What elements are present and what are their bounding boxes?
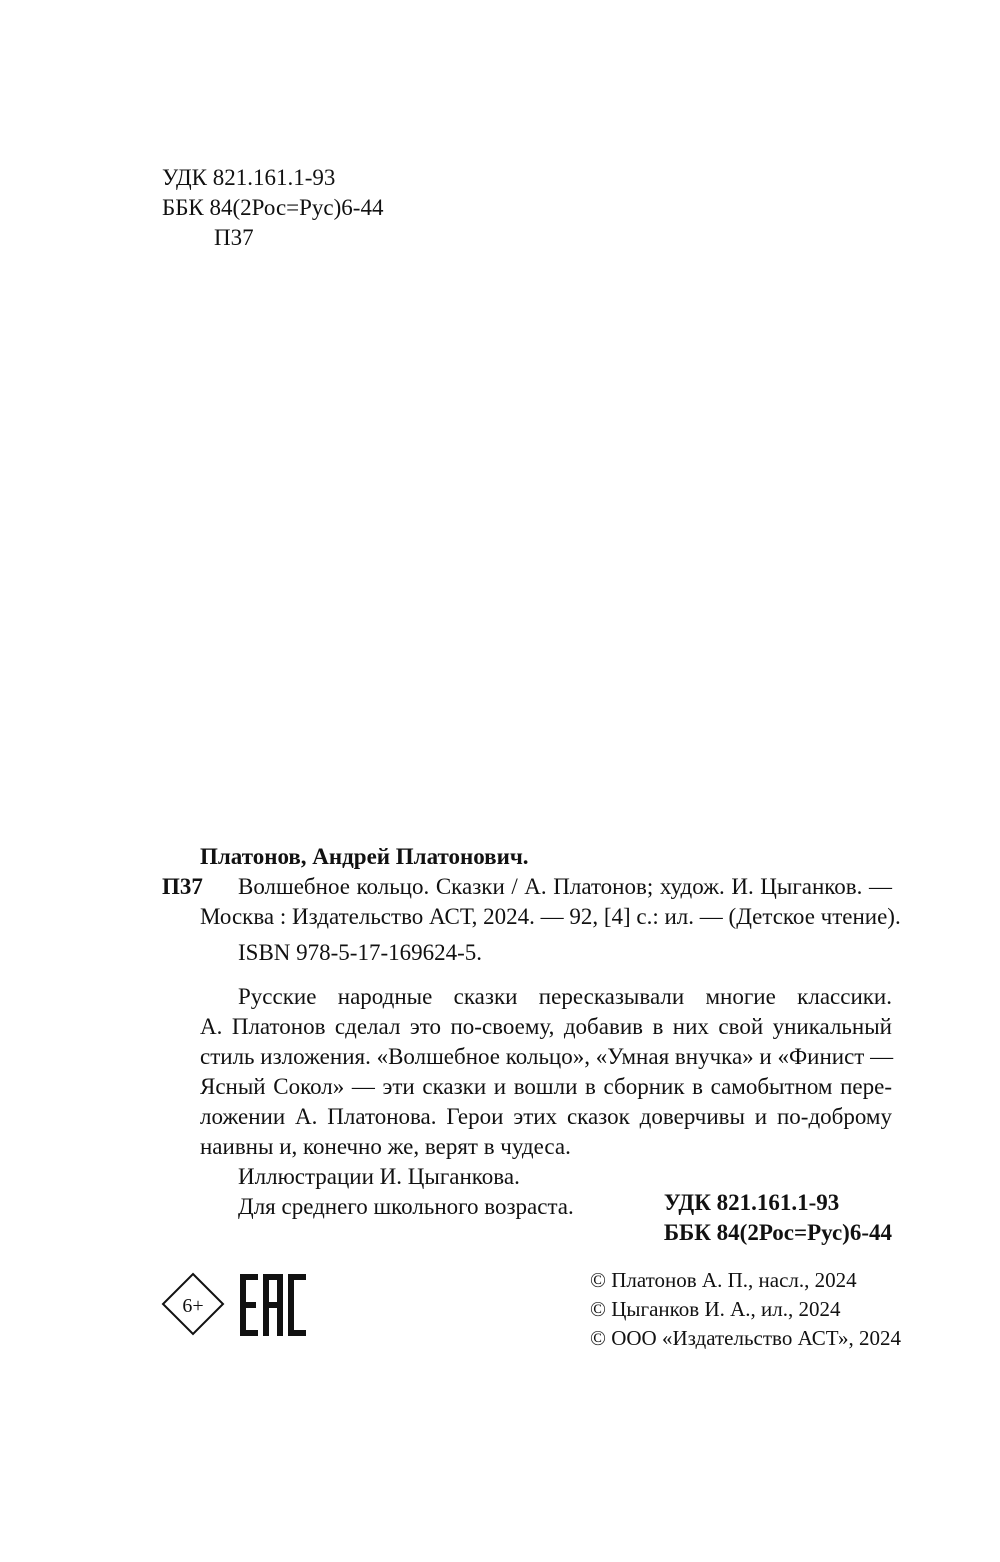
top-classification-codes (162, 163, 383, 253)
bottom-classification-codes (664, 1188, 892, 1248)
age-rating-icon (161, 1272, 225, 1336)
annotation-line: Русские народные сказки пересказывали многие классики. (238, 984, 892, 1009)
copyright-notices (590, 1266, 901, 1353)
annotation (162, 982, 892, 1162)
eac-conformity-icon (240, 1274, 306, 1336)
copyright-line: © Платонов А. П., насл., 2024 (590, 1268, 857, 1292)
bottom-udk-code: УДК 821.161.1-93 (663, 1190, 840, 1215)
author-heading: Платонов, Андрей Платонович. (200, 844, 529, 869)
imprint-line: Москва : Издательство АСТ, 2024. — 92, [4] с.: ил. — (Детское чтение). (200, 904, 901, 929)
title-entry (162, 872, 901, 932)
author-mark: П37 (162, 874, 203, 899)
annotation-line: наивны и, конечно же, верят в чудеса. (200, 1134, 571, 1159)
audience-note: Для среднего школьного возраста. (238, 1194, 574, 1219)
annotation-line: Ясный Сокол» — эти сказки и вошли в сборник в самобытном пере- (200, 1074, 892, 1099)
annotation-line: А. Платонов сделал это по-своему, добавив в них свой уникальный (200, 1014, 892, 1039)
top-bbk-code: ББК 84(2Рос=Рус)6-44 (162, 195, 384, 220)
top-udk-code: УДК 821.161.1-93 (162, 165, 336, 190)
annotation-line: стиль изложения. «Волшебное кольцо», «Умная внучка» и «Финист — (200, 1044, 894, 1069)
copyright-line: © ООО «Издательство АСТ», 2024 (590, 1326, 901, 1350)
top-author-mark: П37 (214, 225, 254, 250)
bottom-bbk-code: ББК 84(2Рос=Рус)6-44 (663, 1220, 892, 1245)
isbn: ISBN 978-5-17-169624-5. (238, 940, 483, 965)
annotation-line: ложении А. Платонова. Герои этих сказок доверчивы и по-доброму (200, 1104, 892, 1129)
illustrations-credit: Иллюстрации И. Цыганкова. (238, 1164, 520, 1189)
age-rating-label: 6+ (182, 1295, 204, 1317)
copyright-line: © Цыганков И. А., ил., 2024 (590, 1297, 841, 1321)
bibliographic-record (162, 842, 901, 1222)
title-entry-line: Волшебное кольцо. Сказки / А. Платонов; худож. И. Цыганков. — (238, 874, 892, 899)
